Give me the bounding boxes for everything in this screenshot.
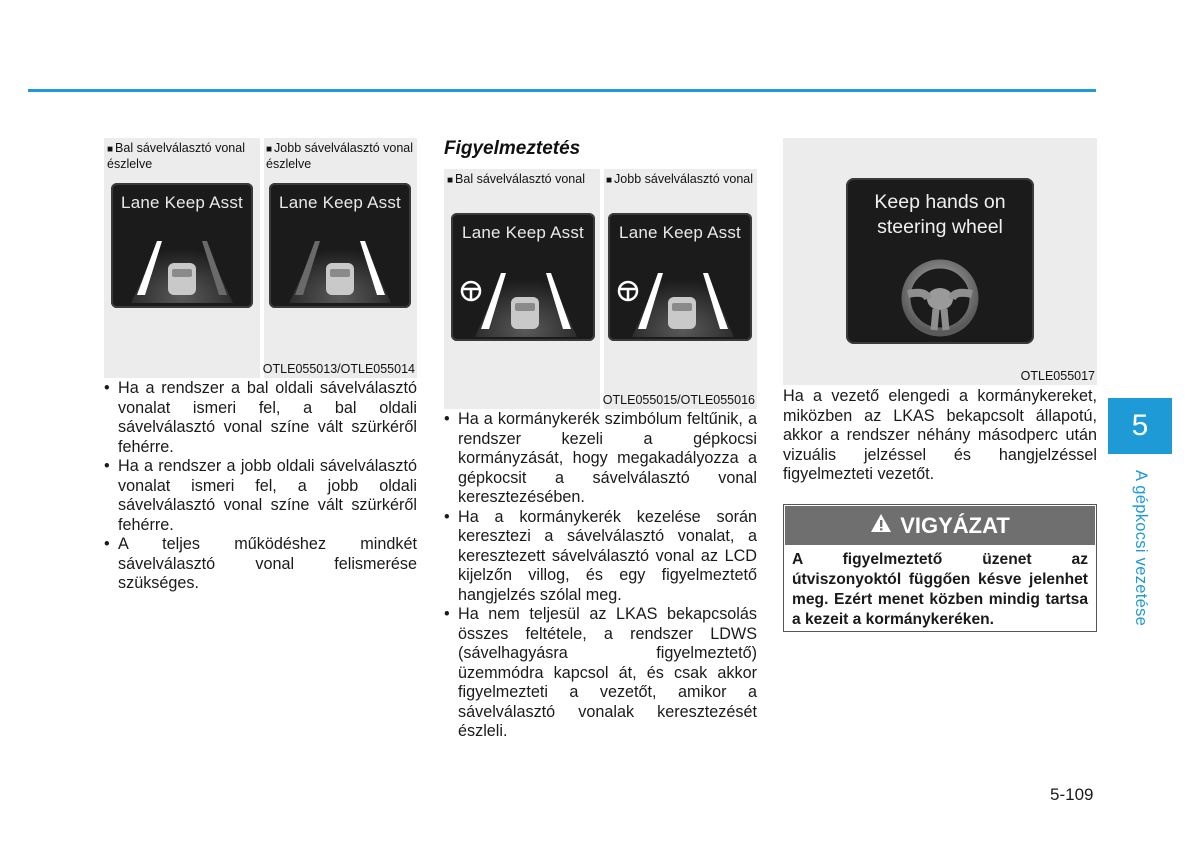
figure-caption-left: ■ Bal sávelválasztó vonal <box>447 172 585 186</box>
column-2-text <box>444 410 757 742</box>
steering-wheel-icon <box>846 178 1034 344</box>
figure-steering-warning <box>444 169 757 409</box>
page-number: 5-109 <box>1050 785 1094 804</box>
figure-divider <box>600 169 604 409</box>
list-item: • Ha a rendszer a jobb oldali sávelválasztó vonalat ismeri fel, a jobb oldali sávelválasztó vonal színe vált szürkéről fehérre. <box>104 457 417 535</box>
figure-code: OTLE055013/OTLE055014 <box>262 362 415 376</box>
screen-title: Lane Keep Asst <box>619 223 741 242</box>
list-item: • A teljes működéshez mindkét sávelválasztó vonal felismerése szükséges. <box>104 535 417 594</box>
lcd-screen-left <box>111 183 253 308</box>
section-heading: Figyelmeztetés <box>444 138 581 159</box>
lane-graphic <box>269 183 411 308</box>
list-item: • Ha nem teljesül az LKAS bekapcsolás összes feltétele, a rendszer LDWS (sávelhagyásra figyelmeztető) üzemmódra kapcsol át, és csak akkor figyelmezteti a vezetőt, amikor a sávelválasztó vonalak keresztezését észleli. <box>444 605 757 742</box>
bullet-list <box>444 410 757 742</box>
chapter-tab: 5 <box>1108 398 1172 454</box>
caution-text: A figyelmeztető üzenet az útviszonyoktól függően késve jelenhet meg. Ezért menet közben mindig tartsa a kezeit a kormánykeréken. <box>792 551 1088 628</box>
column-1-text <box>104 379 417 594</box>
figure-caption-right: ■ Jobb sávelválasztó vonal észlelve <box>266 141 414 171</box>
lcd-screen-right <box>269 183 411 308</box>
caution-box <box>783 504 1097 632</box>
screen-message-line-2: steering wheel <box>877 216 1003 238</box>
figure-code: OTLE055017 <box>1020 369 1095 383</box>
figure-lane-detected <box>104 138 417 378</box>
lcd-screen-left <box>451 213 595 341</box>
lane-graphic <box>608 213 752 341</box>
top-rule <box>28 89 1096 92</box>
chapter-label: A gépkocsi vezetése <box>1132 470 1150 627</box>
caution-title: VIGYÁZAT <box>900 512 1010 538</box>
figure-keep-hands <box>783 138 1097 385</box>
warning-triangle-icon <box>870 513 892 539</box>
car-icon <box>668 297 696 329</box>
figure-divider <box>260 138 264 378</box>
lane-graphic <box>111 183 253 308</box>
car-icon <box>326 263 354 295</box>
lane-graphic <box>451 213 595 341</box>
figure-caption-right: ■ Jobb sávelválasztó vonal <box>606 172 754 186</box>
car-icon <box>511 297 539 329</box>
car-icon <box>168 263 196 295</box>
lcd-screen-right <box>608 213 752 341</box>
column-3-text <box>783 387 1097 485</box>
lcd-screen-hands <box>846 178 1034 344</box>
screen-title: Lane Keep Asst <box>121 193 243 212</box>
screen-title: Lane Keep Asst <box>462 223 584 242</box>
figure-code: OTLE055015/OTLE055016 <box>602 393 755 407</box>
list-item: • Ha a kormánykerék kezelése során keresztezi a sávelválasztó vonalat, a keresztezett sávelválasztó vonal az LCD kijelzőn villog, és egy figyelmeztető hangjelzés szólal meg. <box>444 508 757 606</box>
steering-wheel-icon <box>619 282 637 300</box>
list-item: • Ha a kormánykerék szimbólum feltűnik, a rendszer kezeli a gépkocsi kormányzását, hogy megakadályozza a gépkocsit a sávelválasztó vonal keresztezésében. <box>444 410 757 508</box>
screen-message-line-1: Keep hands on <box>874 191 1006 213</box>
paragraph: Ha a vezető elengedi a kormánykereket, miközben az LKAS bekapcsolt állapotú, akkor a rendszer néhány másodperc után vizuális jelzéssel és hangjelzéssel figyelmezteti vezetőt. <box>783 387 1097 483</box>
bullet-list <box>104 379 417 594</box>
figure-caption-left: ■ Bal sávelválasztó vonal észlelve <box>107 141 245 171</box>
steering-wheel-icon <box>462 282 480 300</box>
caution-header <box>785 506 1095 545</box>
screen-title: Lane Keep Asst <box>279 193 401 212</box>
list-item: • Ha a rendszer a bal oldali sávelválasztó vonalat ismeri fel, a bal oldali sávelválasztó vonal színe vált szürkéről fehérre. <box>104 379 417 457</box>
